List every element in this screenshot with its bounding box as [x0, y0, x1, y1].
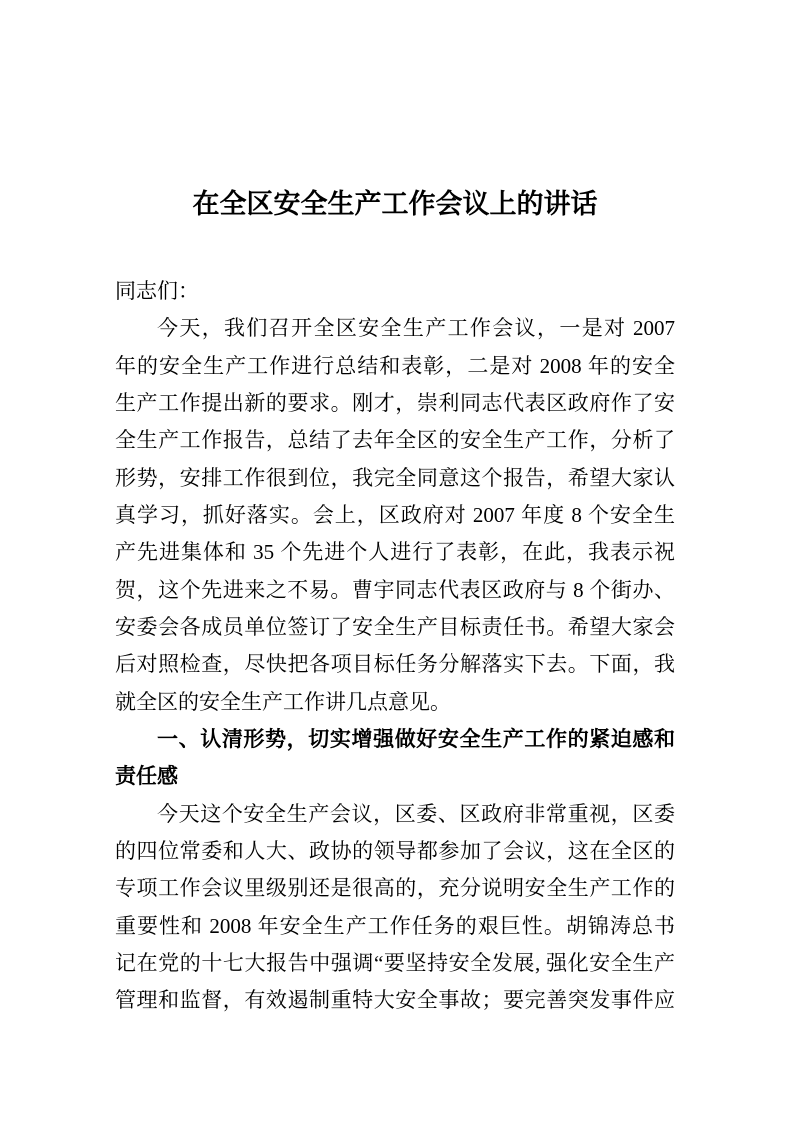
text-line: 全生产工作报告，总结了去年全区的安全生产工作，分析了 [115, 428, 675, 453]
text-line: 管理和监督，有效遏制重特大安全事故；要完善突发事件应 [115, 988, 675, 1013]
text-line: 真学习，抓好落实。会上，区政府对 2007 年度 8 个安全生 [115, 502, 675, 527]
text-line: 今天这个安全生产会议，区委、区政府非常重视，区委 [157, 801, 675, 826]
document-body [115, 273, 675, 1020]
text-line: 贺，这个先进来之不易。曹宇同志代表区政府与 8 个街办、 [115, 577, 675, 602]
salutation-block [115, 273, 675, 310]
paragraph-block [115, 310, 675, 721]
text-line: 形势，安排工作很到位，我完全同意这个报告，希望大家认 [115, 465, 675, 490]
text-line: 责任感 [115, 765, 178, 789]
text-line: 就全区的安全生产工作讲几点意见。 [115, 689, 451, 714]
document-content [115, 183, 675, 1020]
document-title: 在全区安全生产工作会议上的讲话 [192, 189, 598, 219]
text-line: 生产工作提出新的要求。刚才，崇利同志代表区政府作了安 [115, 390, 675, 415]
text-line: 同志们： [115, 279, 199, 303]
text-line: 年的安全生产工作进行总结和表彰，二是对 2008 年的安全 [115, 353, 675, 378]
text-line: 产先进集体和 35 个先进个人进行了表彰，在此，我表示祝 [115, 540, 675, 565]
paragraph-block [115, 796, 675, 1020]
text-line: 安委会各成员单位签订了安全生产目标责任书。希望大家会 [115, 614, 675, 639]
text-line: 重要性和 2008 年安全生产工作任务的艰巨性。胡锦涛总书 [115, 913, 675, 938]
heading-block [115, 721, 675, 796]
text-line: 一、认清形势，切实增强做好安全生产工作的紧迫感和 [157, 727, 675, 751]
text-line: 的四位常委和人大、政协的领导都参加了会议，这在全区的 [115, 838, 675, 863]
text-line: 记在党的十七大报告中强调“要坚持安全发展, 强化安全生产 [115, 950, 675, 975]
text-line: 今天，我们召开全区安全生产工作会议，一是对 2007 [157, 316, 675, 341]
text-line: 专项工作会议里级别还是很高的，充分说明安全生产工作的 [115, 876, 675, 901]
text-line: 后对照检查，尽快把各项目标任务分解落实下去。下面，我 [115, 652, 675, 677]
